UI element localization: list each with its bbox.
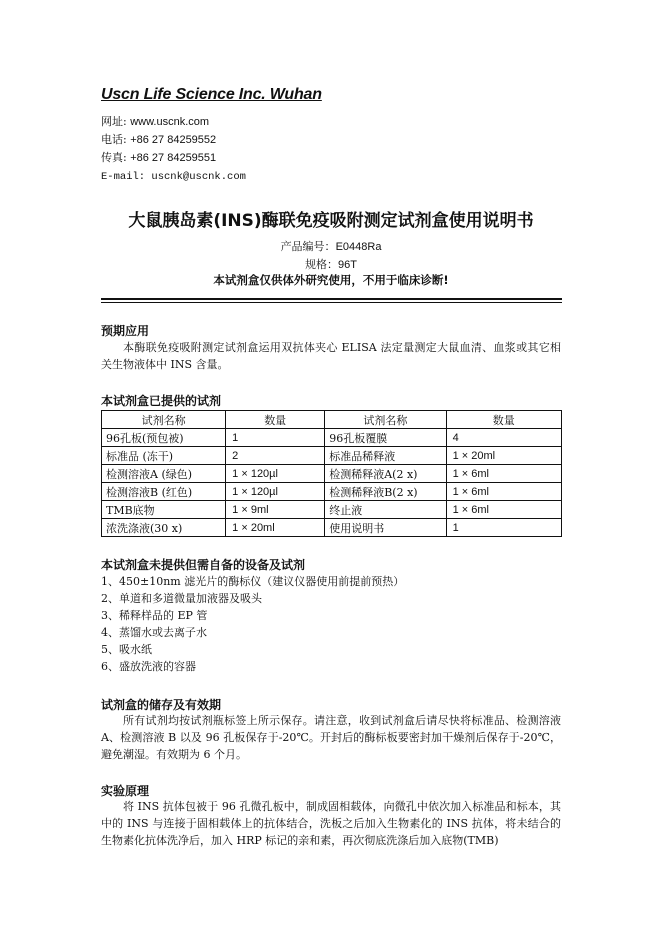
company-name: Uscn Life Science Inc. Wuhan: [101, 86, 322, 103]
reagent-quantity: 1 × 120µl: [226, 465, 325, 483]
table-row: [102, 465, 562, 483]
product-number-label: 产品编号：: [280, 240, 336, 253]
table-row: [102, 501, 562, 519]
reagent-quantity: 4: [446, 429, 561, 447]
phone-label: 电话:: [101, 133, 131, 146]
storage-text: 所有试剂均按试剂瓶标签上所示保存。请注意，收到试剂盒后请尽快将标准品、检测溶液 A、检测溶液 B 以及 96 孔板保存于-20℃。开封后的酶标板要密封加干燥剂后保存于-20℃，避免潮湿。有效期为 6 个月。: [101, 714, 561, 761]
reagent-quantity: 1 × 9ml: [226, 501, 325, 519]
reagent-name: 检测稀释液A(2 x): [325, 465, 446, 483]
equipment-list: [101, 573, 404, 675]
reagent-quantity: 1 × 20ml: [226, 519, 325, 537]
list-item: 5、吸水纸: [101, 643, 152, 656]
reagent-name: 标准品 (冻干): [102, 447, 226, 465]
reagent-name: TMB底物: [102, 501, 226, 519]
document-title: 大鼠胰岛素(INS)酶联免疫吸附测定试剂盒使用说明书: [128, 211, 534, 231]
intended-use-text: 本酶联免疫吸附测定试剂盒运用双抗体夹心 ELISA 法定量测定大鼠血清、血浆或其它相关生物液体中 INS 含量。: [101, 341, 561, 371]
principle-text: 将 INS 抗体包被于 96 孔微孔板中，制成固相载体，向微孔中依次加入标准品和标本，其中的 INS 与连接于固相载体上的抗体结合，洗板之后加入生物素化的 INS 抗体，将未结合的生物素化抗体洗净后，加入 HRP 标记的亲和素，再次彻底洗涤后加入底物(TMB): [101, 800, 561, 847]
reagent-quantity: 1 × 6ml: [446, 483, 561, 501]
website-link[interactable]: www.uscnk.com: [130, 116, 210, 128]
reagents-table: [101, 410, 562, 537]
phone-value: +86 27 84259552: [130, 134, 217, 146]
list-item: 3、稀释样品的 EP 管: [101, 609, 208, 622]
divider-thick: [101, 298, 562, 300]
fax-value: +86 27 84259551: [130, 152, 217, 164]
email-value[interactable]: E-mail: uscnk@uscnk.com: [101, 171, 246, 183]
product-number: [0, 238, 662, 254]
reagents-heading: 本试剂盒已提供的试剂: [101, 394, 222, 408]
fax-label: 传真:: [101, 151, 131, 164]
research-only-warning: 本试剂盒仅供体外研究使用，不用于临床诊断!: [213, 273, 449, 287]
website-label: 网址:: [101, 115, 131, 128]
email-line: [101, 169, 246, 184]
list-item: 1、450±10nm 滤光片的酶标仪（建议仪器使用前提前预热）: [101, 575, 405, 588]
table-row: [102, 429, 562, 447]
principle-heading: 实验原理: [101, 784, 150, 798]
reagent-name: 标准品稀释液: [325, 447, 446, 465]
table-header-row: [102, 411, 562, 429]
reagent-name: 检测稀释液B(2 x): [325, 483, 446, 501]
phone-line: [101, 133, 216, 147]
equipment-heading: 本试剂盒未提供但需自备的设备及试剂: [101, 558, 306, 572]
column-header: 数量: [226, 411, 325, 429]
reagent-name: 终止液: [325, 501, 446, 519]
table-row: [102, 483, 562, 501]
reagent-name: 96孔板覆膜: [325, 429, 446, 447]
reagent-name: 96孔板(预包被): [102, 429, 226, 447]
reagent-name: 浓洗涤液(30 x): [102, 519, 226, 537]
fax-line: [101, 151, 216, 165]
reagent-quantity: 1: [446, 519, 561, 537]
reagent-quantity: 1 × 120µl: [226, 483, 325, 501]
reagent-name: 检测溶液B (红色): [102, 483, 226, 501]
column-header: 试剂名称: [325, 411, 446, 429]
reagent-name: 使用说明书: [325, 519, 446, 537]
table-row: [102, 447, 562, 465]
spec-value: 96T: [338, 259, 357, 271]
reagent-name: 检测溶液A (绿色): [102, 465, 226, 483]
table-row: [102, 519, 562, 537]
specification: [0, 256, 662, 272]
reagent-quantity: 1: [226, 429, 325, 447]
list-item: 2、单道和多道微量加液器及吸头: [101, 592, 262, 605]
reagent-quantity: 1 × 20ml: [446, 447, 561, 465]
storage-heading: 试剂盒的储存及有效期: [101, 698, 222, 712]
list-item: 4、蒸馏水或去离子水: [101, 626, 207, 639]
spec-label: 规格：: [305, 258, 339, 271]
divider-thin: [101, 302, 562, 303]
reagent-quantity: 1 × 6ml: [446, 501, 561, 519]
reagent-quantity: 2: [226, 447, 325, 465]
intended-use-heading: 预期应用: [101, 324, 150, 338]
column-header: 试剂名称: [102, 411, 226, 429]
reagent-quantity: 1 × 6ml: [446, 465, 561, 483]
product-number-value: E0448Ra: [335, 241, 382, 253]
column-header: 数量: [446, 411, 561, 429]
website-line: [101, 115, 209, 129]
list-item: 6、盛放洗液的容器: [101, 660, 196, 673]
